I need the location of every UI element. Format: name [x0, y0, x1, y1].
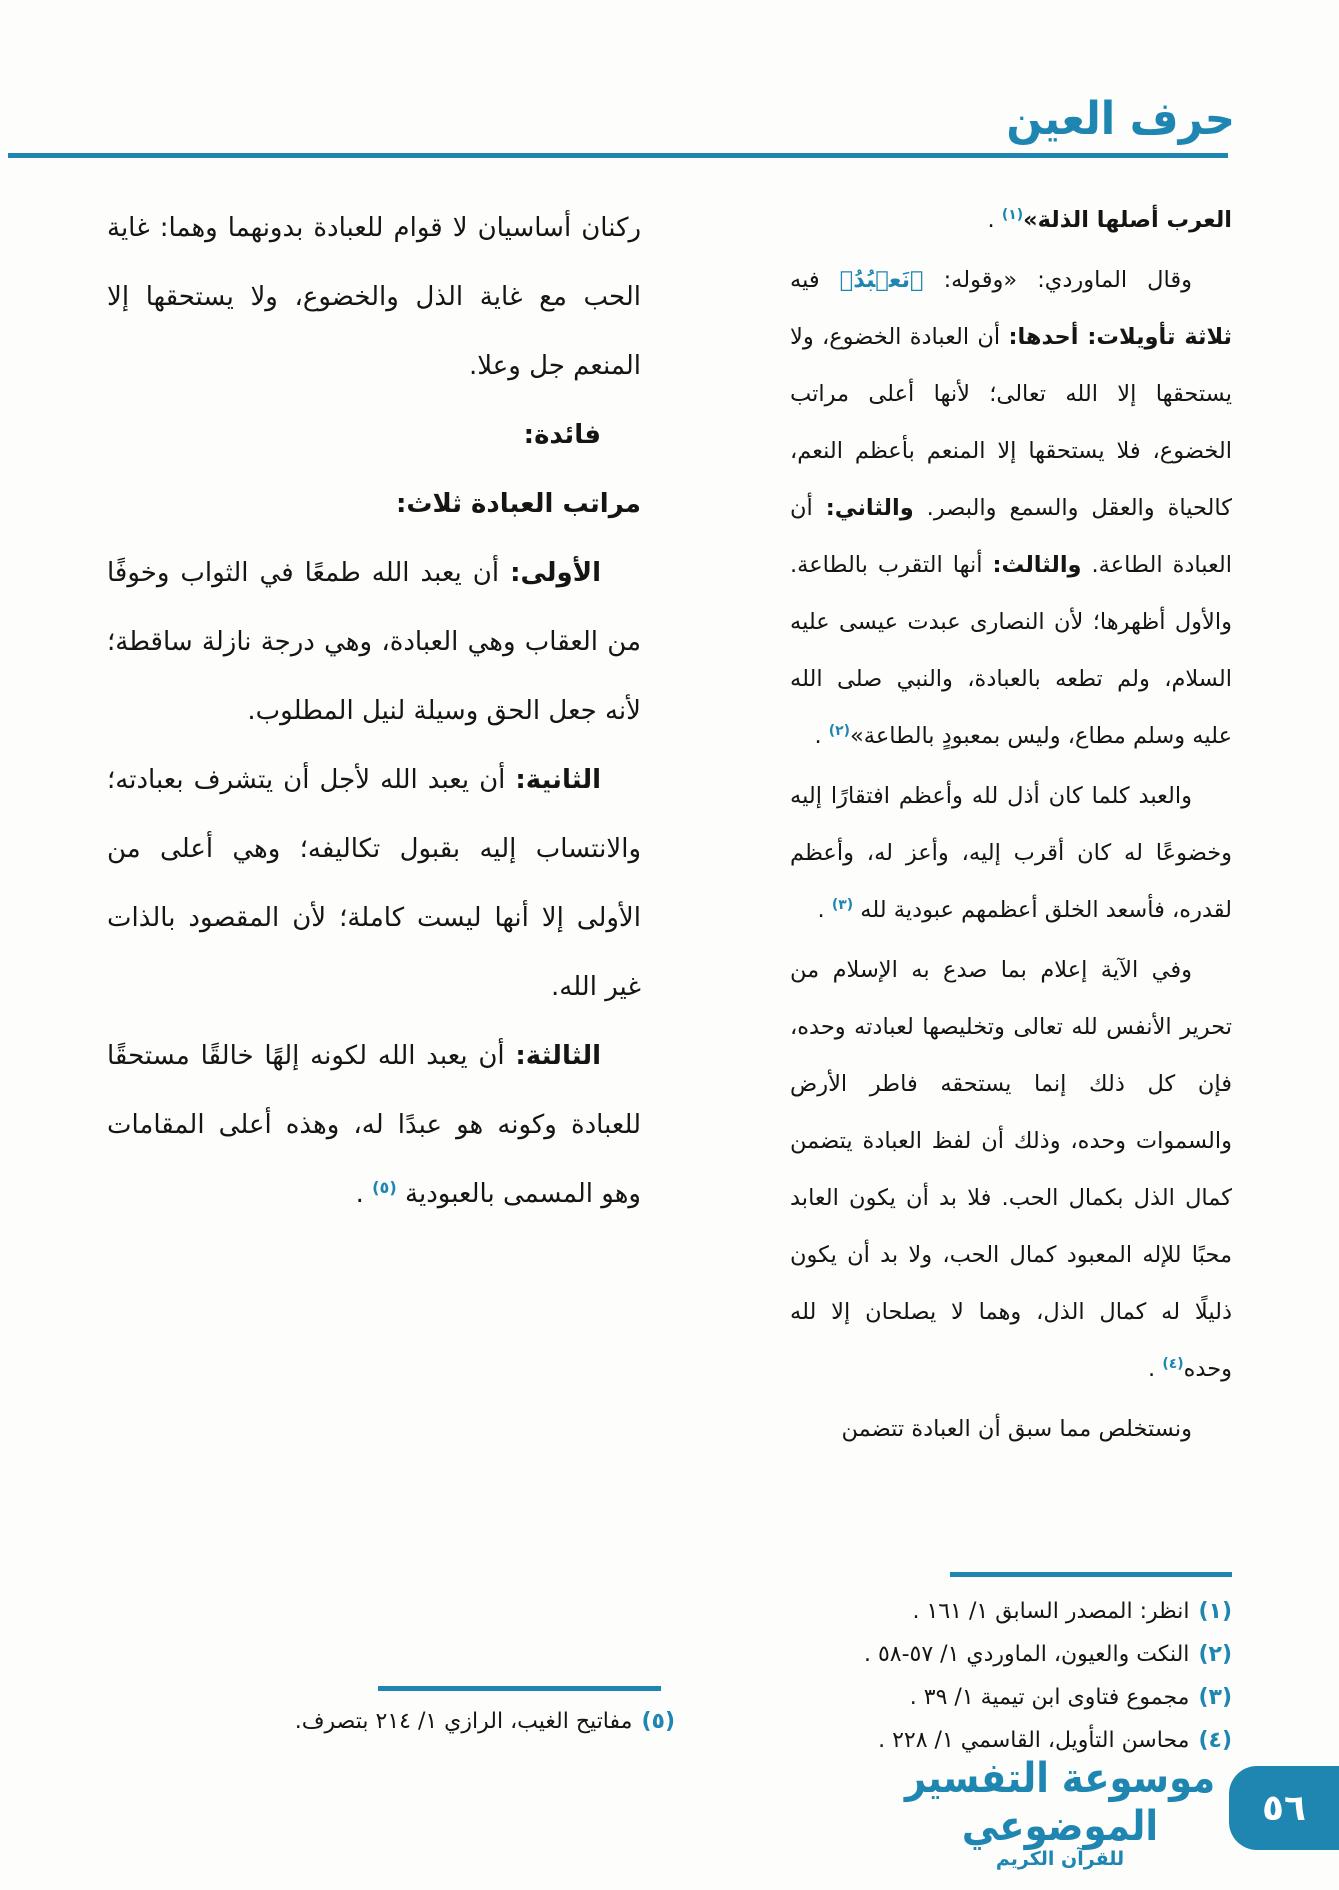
- text-segment: أنها التقرب بالطاعة. والأول أظهرها؛ لأن النصارى عبدت عيسى عليه السلام، ولم تطعه بالعبادة، والنبي صلى الله عليه وسلم مطاع، وليس بمعبودٍ بالطاعة»: [790, 552, 1232, 749]
- footnote-reference: (١): [1001, 207, 1024, 224]
- paragraph: [107, 470, 641, 539]
- text-column-right: [790, 192, 1232, 1458]
- text-segment: أن يعبد الله طمعًا في الثواب وخوفًا من العقاب وهي العبادة، وهي درجة نازلة ساقطة؛ لأنه جعل الحق وسيلة لنيل المطلوب.: [107, 558, 641, 726]
- footnote-text: النكت والعيون، الماوردي ١/ ٥٧-٥٨ .: [863, 1642, 1190, 1667]
- text-segment: الأولى:: [510, 558, 601, 588]
- paragraph: [790, 192, 1232, 252]
- text-segment: أن يعبد الله لكونه إلهًا خالقًا مستحقًا للعبادة وكونه هو عبدًا له، وهذه أعلى المقامات وهو المسمى بالعبودية: [107, 1041, 641, 1209]
- text-segment: العرب أصلها الذلة»: [1023, 207, 1232, 233]
- text-segment: .: [814, 723, 829, 749]
- footnote-text: مجموع فتاوى ابن تيمية ١/ ٣٩ .: [909, 1685, 1190, 1710]
- paragraph: [107, 194, 641, 401]
- footnote-marker: (٢): [1198, 1642, 1232, 1667]
- page-number-badge: [1229, 1766, 1339, 1850]
- footnotes-left: [107, 1700, 675, 1743]
- text-segment: ركنان أساسيان لا قوام للعبادة بدونهما وهما: غاية الحب مع غاية الذل والخضوع، ولا يستحقها إلا المنعم جل وعلا.: [107, 213, 641, 381]
- text-segment: .: [987, 207, 1002, 233]
- footnote: [107, 1700, 675, 1743]
- header-rule: [8, 153, 1228, 158]
- footnote: [790, 1590, 1232, 1633]
- paragraph: [790, 942, 1232, 1401]
- footnote-text: مفاتيح الغيب، الرازي ١/ ٢١٤ بتصرف.: [294, 1709, 633, 1734]
- text-segment: .: [817, 897, 832, 923]
- footnote-text: انظر: المصدر السابق ١/ ١٦١ .: [912, 1599, 1190, 1624]
- footnote-separator-left: [378, 1686, 661, 1691]
- footnote-text: محاسن التأويل، القاسمي ١/ ٢٢٨ .: [878, 1728, 1190, 1753]
- paragraph: [790, 252, 1232, 768]
- text-segment: فائدة:: [523, 420, 601, 450]
- section-title-calligraphy: حرف العين: [1006, 92, 1235, 145]
- footnote-reference: (٤): [1162, 1356, 1184, 1373]
- publisher-logo: [876, 1753, 1244, 1871]
- text-segment: وقال الماوردي: «وقوله:: [923, 267, 1192, 293]
- text-segment: ثلاثة تأويلات: أحدها:: [1008, 324, 1232, 350]
- paragraph: [790, 768, 1232, 942]
- text-column-left: [107, 194, 641, 1231]
- footnotes-right: [790, 1590, 1232, 1762]
- paragraph: [107, 539, 641, 746]
- text-segment: ونستخلص مما سبق أن العبادة تتضمن: [841, 1416, 1192, 1442]
- text-segment: فيه: [790, 267, 840, 293]
- footnote-reference: (٢): [828, 723, 851, 740]
- paragraph: [107, 746, 641, 1022]
- quran-quote: ﴿نَعۡبُدُ﴾: [839, 267, 924, 293]
- text-segment: الثالثة:: [515, 1041, 601, 1071]
- paragraph: [790, 1401, 1232, 1458]
- page-number: ٥٦: [1262, 1787, 1306, 1829]
- footnote-reference: (٣): [831, 897, 854, 914]
- footnote-marker: (١): [1198, 1599, 1232, 1624]
- publisher-logo-main-calligraphy: موسوعة التفسير الموضوعي: [904, 1753, 1216, 1850]
- footnote-reference: (٥): [372, 1178, 397, 1198]
- text-segment: الثانية:: [515, 765, 601, 795]
- footnote: [790, 1633, 1232, 1676]
- footnote-separator-right: [950, 1572, 1232, 1577]
- text-segment: أن العبادة الطاعة.: [790, 495, 1232, 578]
- text-segment: وفي الآية إعلام بما صدع به الإسلام من تحرير الأنفس لله تعالى وتخليصها لعبادته وحده، فإن كل ذلك إنما يستحقه فاطر الأرض والسموات وحده، وذلك أن لفظ العبادة يتضمن كمال الذل بكمال الحب. فلا بد أن يكون العابد محبًا للإله المعبود كمال الحب، ولا بد أن يكون ذليلًا له كمال الذل، وهما لا يصلحان إلا لله وحده: [790, 957, 1232, 1382]
- text-segment: والثالث:: [992, 552, 1082, 578]
- footnote-marker: (٤): [1198, 1728, 1232, 1753]
- text-segment: أن العبادة الخضوع، ولا يستحقها إلا الله تعالى؛ لأنها أعلى مراتب الخضوع، فلا يستحقها إلا المنعم بأعظم النعم، كالحياة والعقل والسمع والبصر.: [790, 324, 1232, 521]
- text-segment: والعبد كلما كان أذل لله وأعظم افتقارًا إليه وخضوعًا له كان أقرب إليه، وأعز له، وأعظم لقدره، فأسعد الخلق أعظمهم عبودية لله: [790, 783, 1232, 923]
- footnote-marker: (٥): [641, 1709, 675, 1734]
- text-segment: أن يعبد الله لأجل أن يتشرف بعبادته؛ والانتساب إليه بقبول تكاليفه؛ وهي أعلى من الأولى إلا أنها ليست كاملة؛ لأن المقصود بالذات غير الله.: [107, 765, 641, 1002]
- text-segment: والثاني:: [825, 495, 914, 521]
- paragraph: [107, 401, 641, 470]
- footnote-marker: (٣): [1198, 1685, 1232, 1710]
- publisher-logo-subtitle: للقرآن الكريم: [995, 1848, 1125, 1871]
- text-segment: .: [1148, 1356, 1163, 1382]
- text-segment: .: [355, 1179, 373, 1209]
- footnote: [790, 1676, 1232, 1719]
- paragraph: [107, 1022, 641, 1231]
- text-segment: مراتب العبادة ثلاث:: [395, 489, 641, 519]
